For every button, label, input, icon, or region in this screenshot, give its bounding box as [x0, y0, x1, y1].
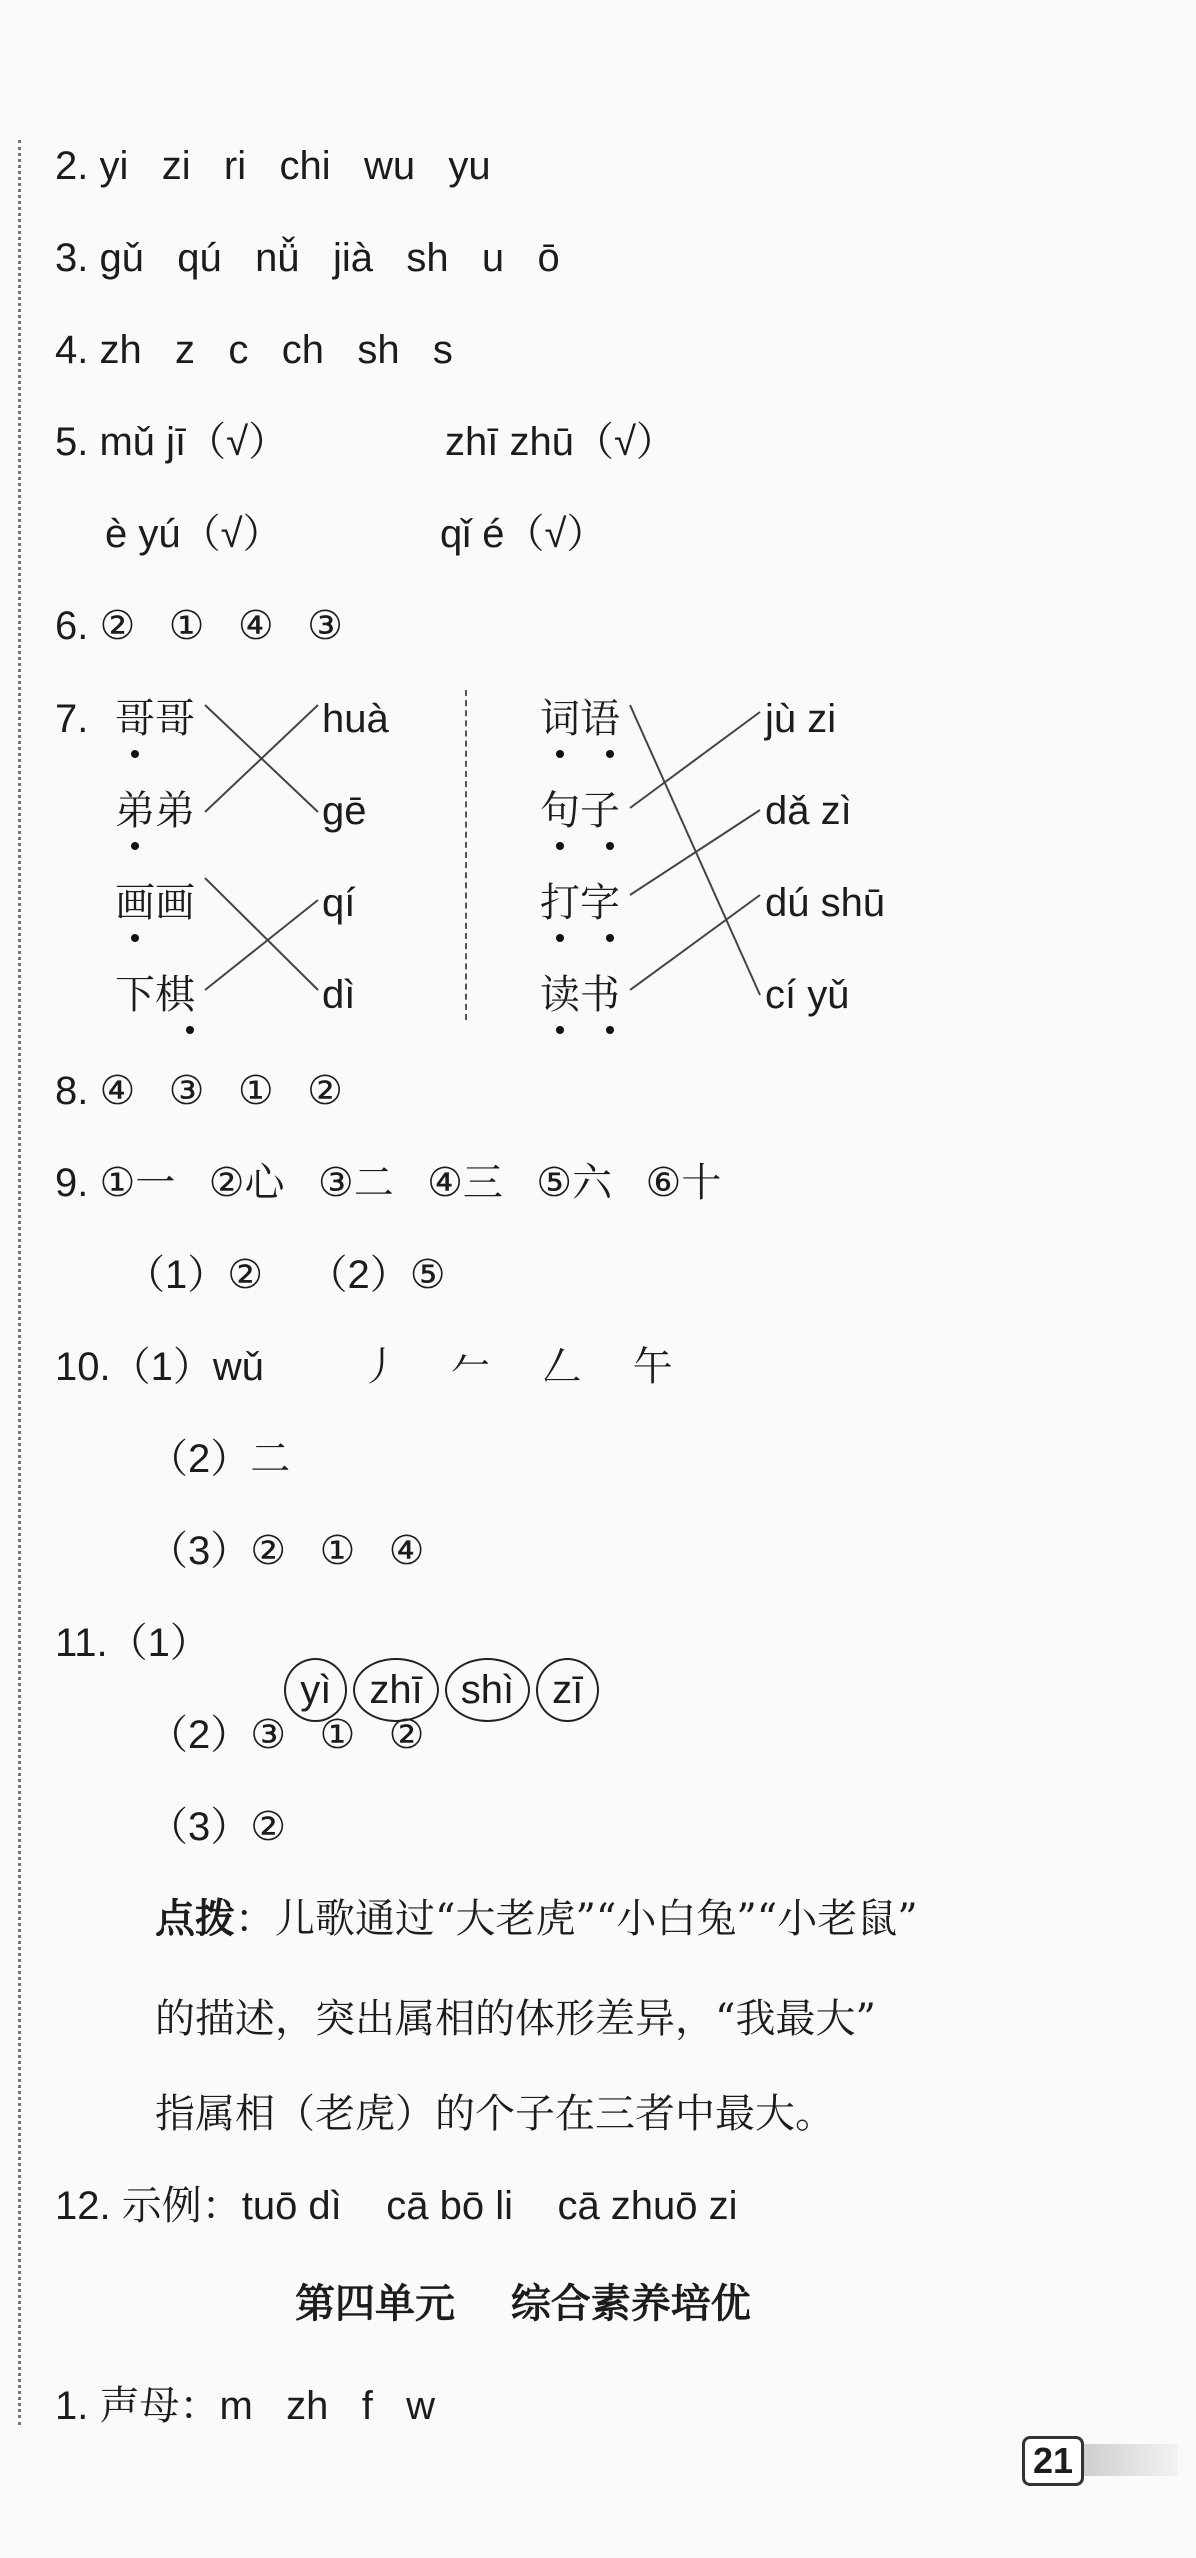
circled-syllable: zhī	[353, 1658, 438, 1722]
circled-syllable: yì	[284, 1658, 347, 1722]
q7-right-word-4: 读书	[540, 972, 620, 1018]
answer-12: 12. 示例：tuō dì cā bō li cā zhuō zi	[55, 2184, 738, 2228]
answer-9a: 9. ①一 ②心 ③二 ④三 ⑤六 ⑥十	[55, 1161, 722, 1205]
q7-right-word-3: 打字	[540, 880, 620, 926]
page-tab-bar	[1078, 2444, 1178, 2476]
answer-10a-label: 10.（1）wǔ	[55, 1345, 264, 1389]
q7-left-pinyin-1: huà	[322, 697, 389, 741]
tip-line-2: 的描述，突出属相的体形差异，“我最大”	[155, 1996, 876, 2042]
emphasis-dot	[556, 750, 564, 758]
answer-5d: qǐ é（√）	[440, 512, 607, 556]
emphasis-dot	[606, 842, 614, 850]
q7-left-pinyin-2: gē	[322, 789, 367, 833]
q7-right-pinyin-4: cí yǔ	[765, 973, 850, 1017]
q7-left-pinyin-3: qí	[322, 881, 356, 925]
answer-5b: zhī zhū（√）	[445, 420, 676, 464]
page-number: 21	[1022, 2436, 1084, 2486]
answer-5c: è yú（√）	[105, 512, 283, 556]
circled-syllable: zī	[536, 1658, 599, 1722]
emphasis-dot	[606, 750, 614, 758]
tip-line-1: 点拨：儿歌通过“大老虎”“小白兔”“小老鼠”	[155, 1895, 918, 1942]
q7-left-word-3: 画画	[115, 880, 195, 926]
q7-right-pinyin-2: dǎ zì	[765, 789, 852, 833]
q7-left-word-1: 哥哥	[115, 696, 195, 742]
answer-3: 3. gǔ qú nǚ jià sh u ō	[55, 236, 560, 280]
answer-11a-label: 11.（1）	[55, 1621, 210, 1665]
binding-dotted-line	[18, 140, 21, 2425]
q7-divider	[465, 690, 467, 1020]
emphasis-dot	[556, 842, 564, 850]
answer-10a-strokes: 丿 𠂉 𠃋 午	[360, 1344, 673, 1390]
q7-right-word-1: 词语	[540, 696, 620, 742]
emphasis-dot	[131, 842, 139, 850]
emphasis-dot	[131, 750, 139, 758]
answer-7-label: 7.	[55, 697, 89, 741]
q7-right-word-2: 句子	[540, 788, 620, 834]
tip-line-3: 指属相（老虎）的个子在三者中最大。	[155, 2091, 835, 2137]
answer-5a: 5. mǔ jī（√）	[55, 420, 289, 464]
answer-4: 4. zh z c ch sh s	[55, 328, 453, 372]
circled-syllable: shì	[445, 1658, 530, 1722]
unit-answer-1: 1. 声母：m zh f w	[55, 2384, 436, 2428]
answer-11b: （2）③ ① ②	[148, 1713, 425, 1757]
q7-left-pinyin-4: dì	[322, 973, 356, 1017]
answer-8: 8. ④ ③ ① ②	[55, 1069, 343, 1113]
emphasis-dot	[606, 1026, 614, 1034]
answer-11c: （3）②	[148, 1805, 287, 1849]
emphasis-dot	[556, 1026, 564, 1034]
emphasis-dot	[186, 1026, 194, 1034]
q7-right-pinyin-3: dú shū	[765, 881, 886, 925]
q7-left-word-2: 弟弟	[115, 788, 195, 834]
emphasis-dot	[606, 934, 614, 942]
answer-2: 2. yi zi ri chi wu yu	[55, 144, 491, 188]
answer-9b: （1）② （2）⑤	[125, 1253, 446, 1297]
answer-6: 6. ② ① ④ ③	[55, 604, 343, 648]
tip-label: 点拨	[155, 1895, 235, 1942]
unit-title: 第四单元 综合素养培优	[295, 2280, 751, 2327]
answer-11a-circles	[262, 1606, 605, 1722]
answer-10b: （2）二	[148, 1437, 291, 1481]
answer-10c: （3）② ① ④	[148, 1529, 425, 1573]
q7-right-pinyin-1: jù zi	[765, 697, 837, 741]
q7-left-word-4: 下棋	[115, 972, 195, 1018]
emphasis-dot	[131, 934, 139, 942]
emphasis-dot	[556, 934, 564, 942]
